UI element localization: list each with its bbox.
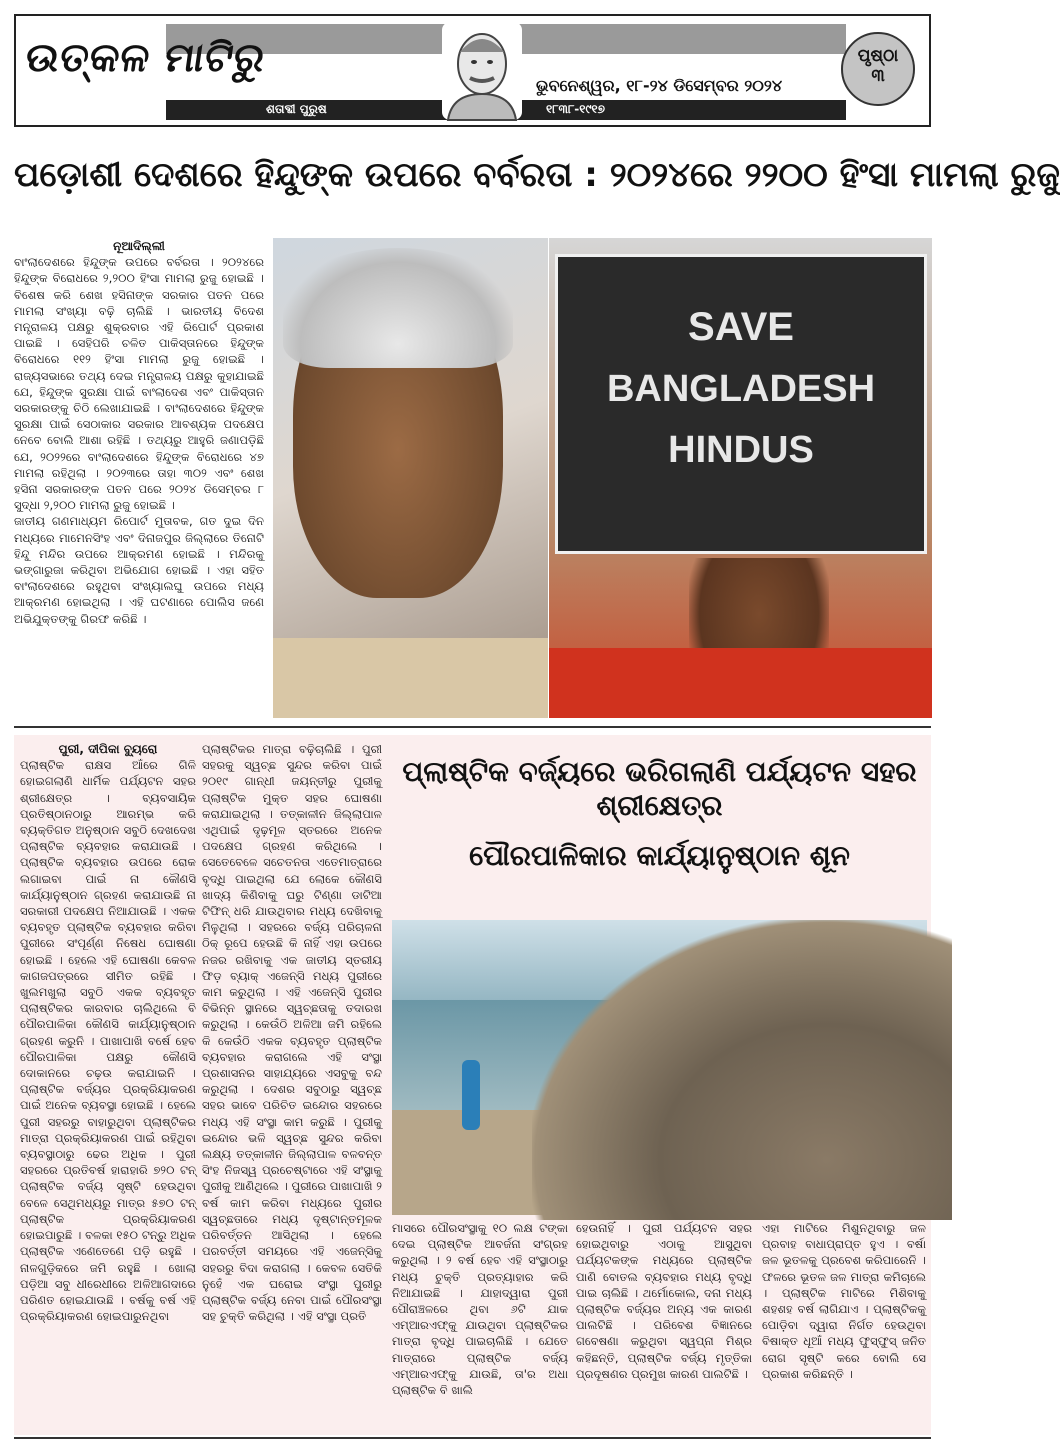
sign-line: SAVE xyxy=(688,305,794,349)
red-shirt xyxy=(549,648,932,718)
page-badge xyxy=(841,32,915,106)
story2-headline-line2: ପୌରପାଳିକାର କାର୍ଯ୍ୟାନୁଷ୍ଠାନ ଶୂନ xyxy=(469,839,850,872)
section-divider xyxy=(14,726,931,728)
footer-rule xyxy=(14,1437,931,1439)
place-date: ଭୁବନେଶ୍ୱର, ୧୮-୨୪ ଡିସେମ୍ବର ୨୦୨୪ xyxy=(536,76,783,95)
story1-dateline: ନୂଆଦିଲ୍ଲୀ xyxy=(113,239,165,253)
hair-shape xyxy=(283,248,513,368)
century-label: ଶତାବ୍ଦୀ ପୁରୁଷ xyxy=(266,102,327,116)
story2-byline: ପୁରୀ, ଦୀପିକା ବ୍ୟୁରୋ xyxy=(58,742,158,756)
story2-text: ପ୍ଲାଷ୍ଟିକ ରାକ୍ଷସ ଆଁରେ ଗିଳି ହୋଇଗଲାଣି ଧାର୍ମିକ ପର୍ଯ୍ୟଟନ ସହର ଶ୍ରୀକ୍ଷେତ୍ର । ବ୍ୟବସାୟିକ ପ୍ରତିଷ୍ଠାନଠାରୁ ଆରମ୍ଭ କରି ବ୍ୟକ୍ତିଗତ ଅନୁଷ୍ଠାନ ସବୁଠି ଦେଖଦେଖ ପ୍ଲାଷ୍ଟିକ ବ୍ୟବହାର କରାଯାଉଛି । ପ୍ଲାଷ୍ଟିକ ବ୍ୟବହାର ଉପରେ ରୋକ ଲଗାଇବା ପାଇଁ ନା କୌଣସି କାର୍ଯ୍ୟାନୁଷ୍ଠାନ ଗ୍ରହଣ କରାଯାଉଛି ନା ସରକାରୀ ପଦକ୍ଷେପ ନିଆଯାଉଛି । ଏକକ ବ୍ୟବହୃତ ପ୍ଲାଷ୍ଟିକ ବ୍ୟବହାର କରିବା ପୁରୀରେ ସଂପୂର୍ଣ୍ଣ ନିଷେଧ ଘୋଷଣା ହୋଇଛି । ହେଲେ ଏହି ଘୋଷଣା କେବଳ କାଗଜପତ୍ରରେ ସୀମିତ ରହିଛି । ଖୁଲମଖୁଲା ସବୁଠି ଏକକ ବ୍ୟବହୃତ ପ୍ଲାଷ୍ଟିକର କାରବାର ଚାଲିଥିଲେ ବି ପୌରପାଳିକା କୌଣସି କାର୍ଯ୍ୟାନୁଷ୍ଠାନ ଗ୍ରହଣ କରୁନି । ପାଖାପାଖି ବର୍ଷେ ହେବ ପୌରପାଳିକା ପକ୍ଷରୁ କୌଣସି ଦୋକାନରେ ଚଢ଼ଉ କରାଯାଇନି । ପ୍ଲାଷ୍ଟିକ ବର୍ଜ୍ୟର ପ୍ରକ୍ରିୟାକରଣ ପାଇଁ ଅନେକ ବ୍ୟବସ୍ଥା ହୋଇଛି । ହେଲେ ପୁରୀ ସହରରୁ ବାହାରୁଥିବା ପ୍ଲାଷ୍ଟିକର ମାତ୍ରା ପ୍ରକ୍ରିୟାକରଣ ପାଇଁ ରହିଥିବା ବ୍ୟବସ୍ଥାଠାରୁ ଢେର ଅଧିକ । ପୁରୀ ସହରରେ ପ୍ରତିବର୍ଷ ହାରାହାରି ୭୨୦ ଟନ୍ ପ୍ଲାଷ୍ଟିକ ବର୍ଜ୍ୟ ସୃଷ୍ଟି ହେଉଥିବା ବେଳେ ସେଥିମଧ୍ୟରୁ ମାତ୍ର ୫୭୦ ଟନ୍ ପ୍ଲାଷ୍ଟିକ ପ୍ରକ୍ରିୟାକରଣ ହୋଇପାରୁଛି । ବଳକା ୧୫୦ ଟନ୍‌ରୁ ଅଧିକ ପ୍ଲାଷ୍ଟିକ ଏଣେତେଣେ ପଡ଼ି ରହୁଛି । ନାଳଗୁଡ଼ିକରେ ଜମି ରହୁଛି । ଖୋଲା ପଡ଼ିଆ ସବୁ ଧୀରେଧୀରେ ଅଳିଆଗଦାରେ ପରିଣତ ହୋଇଯାଉଛି । ବର୍ଷକୁ ବର୍ଷ ଏହି ପ୍ରକ୍ରିୟାକରଣ ହୋଇପାରୁନଥିବା xyxy=(20,758,196,1324)
year-span: ୧୮୩୮-୧୯୧୭ xyxy=(546,102,606,116)
shirt-shape xyxy=(273,638,548,718)
story2-column-3: ମାସରେ ପୌରସଂସ୍ଥାକୁ ୧୦ ଲକ୍ଷ ଟଙ୍କା ଦେଇ ପ୍ଲାଷ୍ଟିକ ଆବର୍ଜନା ସଂଗ୍ରହ କରୁଥିଲା । ୨ ବର୍ଷ ହେବ ଏହି ସଂସ୍ଥାଠାରୁ ମଧ୍ୟ ଚୁକ୍ତି ପ୍ରତ୍ୟାହାର କରି ନିଆଯାଇଛି । ଯାହାଦ୍ୱାରା ପୁରୀ ପୌରାଞ୍ଚଳରେ ଥିବା ୬ଟି ଯାକ ଏମ୍‌ଆରଏଫ୍‌କୁ ଯାଉଥିବା ପ୍ଲାଷ୍ଟିକର ମାତ୍ରା ବୃଦ୍ଧି ପାଇଚାଲିଛି । ଯେତେ ମାତ୍ରାରେ ପ୍ଲାଷ୍ଟିକ ବର୍ଜ୍ୟ ଏମ୍‌ଆରଏଫ୍‌କୁ ଯାଉଛି, ତା'ର ଅଧା ପ୍ଲାଷ୍ଟିକ ବି ଖାଲି xyxy=(392,1221,568,1398)
walking-person-shape xyxy=(462,1060,480,1130)
newspaper-logo: ଉତ୍କଳ ମାଟିରୁ xyxy=(22,34,269,81)
story1-body xyxy=(14,238,264,718)
protest-photo xyxy=(549,238,932,716)
garbage-pile-shape xyxy=(532,920,952,1220)
story2-column-1 xyxy=(20,741,196,1426)
portrait-icon xyxy=(442,22,522,120)
story2-column-5: ଏହା ମାଟିରେ ମିଶୁନଥିବାରୁ ଜଳ ପ୍ରବାହ ବାଧାପ୍ରାପ୍ତ ହୁଏ । ବର୍ଷା ଜଳ ଭୂତଳକୁ ପ୍ରବେଶ କରିପାରେନି । ଫଳରେ ଭୂତଳ ଜଳ ମାତ୍ରା କମିଚାଲେ । ପ୍ଲାଷ୍ଟିକ ମାଟିରେ ମିଶିବାକୁ ଶହଶହ ବର୍ଷ ଲାଗିଯାଏ । ପ୍ଲାଷ୍ଟିକକୁ ପୋଡ଼ିବା ଦ୍ୱାରା ନିର୍ଗତ ହେଉଥିବା ବିଷାକ୍ତ ଧୂଆଁ ମଧ୍ୟ ଫୁସ୍‌ଫୁସ୍ ଜନିତ ରୋଗ ସୃଷ୍ଟି କରେ ବୋଲି ସେ ପ୍ରକାଶ କରିଛନ୍ତି । xyxy=(762,1221,926,1381)
story1-headline: ପଡ଼ୋଶୀ ଦେଶରେ ହିନ୍ଦୁଙ୍କ ଉପରେ ବର୍ବରତା : ୨୦୨୪ରେ ୨୨୦୦ ହିଂସା ମାମଲା ରୁଜୁ xyxy=(14,155,1060,195)
page-label: ପୃଷ୍ଠା xyxy=(857,46,899,66)
story1-paragraph: ଜାତୀୟ ଗଣମାଧ୍ୟମ ରିପୋର୍ଟ ମୁତାବକ, ଗତ ଦୁଇ ଦିନ ମଧ୍ୟରେ ମାମେନସିଂହ ଏବଂ ଦିନାଜପୁର ଜିଲ୍ଲାରେ ତିନୋଟି ହିନ୍ଦୁ ମନ୍ଦିର ଉପରେ ଆକ୍ରମଣ ହୋଇଛି । ମନ୍ଦିରକୁ ଭଙ୍ଗାରୁଜା କରିଥିବା ଅଭିଯୋଗ ହୋଇଛି । ଏହା ସହିତ ବାଂଲାଦେଶରେ ରହୁଥିବା ସଂଖ୍ୟାଲଘୁ ଉପରେ ମଧ୍ୟ ଆକ୍ରମଣ ହୋଇଥିଲା । ଏହି ଘଟଣାରେ ପୋଲିସ ଜଣେ ଅଭିଯୁକ୍ତଙ୍କୁ ଗିରଫ କରିଛି । xyxy=(14,514,264,626)
story2-column-2: ପ୍ଲାଷ୍ଟିକର ମାତ୍ରା ବଢ଼ିଚାଲିଛି । ପୁରୀ ସହରକୁ ସ୍ୱଚ୍ଛ ସୁନ୍ଦର କରିବା ପାଇଁ ୨୦୧୯ ଗାନ୍ଧୀ ଜୟନ୍ତୀରୁ ପୁରୀକୁ ପ୍ଲାଷ୍ଟିକ ମୁକ୍ତ ସହର ଘୋଷଣା କରାଯାଇଥିଲା । ତତ୍କାଳୀନ ଜିଲ୍ଲାପାଳ ଏଥିପାଇଁ ଦୃଢ଼ମୂଳ ସ୍ତରରେ ଅନେକ ପଦକ୍ଷେପ ଗ୍ରହଣ କରିଥିଲେ । ସେତେବେଳେ ସଚେତନତା ଏତେମାତ୍ରାରେ ବୃଦ୍ଧି ପାଇଥିଲା ଯେ ଲୋକେ କୌଣସି ଖାଦ୍ୟ କିଣିବାକୁ ଘରୁ ଟିଣ୍ଣା ଡାଟିଆ ଟିଫିନ୍ ଧରି ଯାଉଥିବାର ମଧ୍ୟ ଦେଖିବାକୁ ମିଳୁଥିଲା । ସହରରେ ବର୍ଜ୍ୟ ପରିଚାଳନା ଠିକ୍ ରୂପେ ହେଉଛି କି ନାହିଁ ଏହା ଉପରେ ନଜର ରଖିବାକୁ ଏକ ଜାତୀୟ ସ୍ତରୀୟ ଫିଡ଼ ବ୍ୟାକ୍ ଏଜେନ୍ସି ମଧ୍ୟ ପୁରୀରେ କାମ କରୁଥିଲା । ଏହି ଏଜେନ୍ସି ପୁରୀର ବିଭିନ୍ନ ସ୍ଥାନରେ ସ୍ୱଚ୍ଛତାକୁ ତଦାରଖ କରୁଥିଲା । କେଉଁଠି ଅଳିଆ ଜମି ରହିଲେ କି କେଉଁଠି ଏକକ ବ୍ୟବହୃତ ପ୍ଲାଷ୍ଟିକ ବ୍ୟବହାର କରାଗଲେ ଏହି ସଂସ୍ଥା ପ୍ରଶାସନର ସାହାଯ୍ୟରେ ଏସବୁକୁ ବନ୍ଦ କରୁଥିଲା । ଦେଶର ସବୁଠାରୁ ସ୍ୱଚ୍ଛ ସହର ଭାବେ ପରିଚିତ ଇନ୍ଦୋର ସହରରେ ମଧ୍ୟ ଏହି ସଂସ୍ଥା କାମ କରୁଛି । ପୁରୀକୁ ଇନ୍ଦୋର ଭଳି ସ୍ୱଚ୍ଛ ସୁନ୍ଦର କରିବା ଲକ୍ଷ୍ୟ ତତ୍କାଳୀନ ଜିଲ୍ଲାପାଳ ବଳବନ୍ତ ସିଂହ ନିଜସ୍ୱ ପ୍ରଚେଷ୍ଟାରେ ଏହି ସଂସ୍ଥାକୁ ପୁରୀକୁ ଆଣିଥିଲେ । ପୁରୀରେ ପାଖାପାଖି ୨ ବର୍ଷ କାମ କରିବା ମଧ୍ୟରେ ପୁରୀର ସ୍ୱଚ୍ଛତାରେ ମଧ୍ୟ ଦୃଷ୍ଟାନ୍ତମୂଳକ ପରିବର୍ତ୍ତନ ଆସିଥିଲା । ହେଲେ ପରବର୍ତ୍ତୀ ସମୟରେ ଏହି ଏଜେନ୍ସିକୁ ସହରରୁ ବିଦା କରାଗଲା । କେବଳ ସେତିକି ନୁହେଁ ଏକ ଘରୋଇ ସଂସ୍ଥା ପୁରୀରୁ ପ୍ଲାଷ୍ଟିକ ବର୍ଜ୍ୟ ନେବା ପାଇଁ ପୌରସଂସ୍ଥା ସହ ଚୁକ୍ତି କରିଥିଲା । ଏହି ସଂସ୍ଥା ପ୍ରତି xyxy=(202,742,382,1324)
masthead xyxy=(14,14,931,127)
sign-line: BANGLADESH xyxy=(606,368,876,410)
sign-line: HINDUS xyxy=(668,429,814,471)
story2-box xyxy=(14,735,931,1435)
story2-column-4: ହେଉନାହିଁ । ପୁରୀ ପର୍ଯ୍ୟଟନ ସହର ହୋଇଥିବାରୁ ଏଠାକୁ ଆସୁଥିବା ପର୍ଯ୍ୟଟକଙ୍କ ମଧ୍ୟରେ ପ୍ଲାଷ୍ଟିକ ପାଣି ବୋତଲ ବ୍ୟବହାର ମଧ୍ୟ ବୃଦ୍ଧି ପାଇ ଚାଲିଛି । ଥର୍ମୋକୋଲ, ଦନା ମଧ୍ୟ ପ୍ଲାଷ୍ଟିକ ବର୍ଜ୍ୟର ଅନ୍ୟ ଏକ କାରଣ ପାଲଟିଛି । ପରିବେଶ ବିଜ୍ଞାନରେ ଗବେଷଣା କରୁଥିବା ସ୍ୱପ୍ନା ମିଶ୍ର କହିଛନ୍ତି, ପ୍ଲାଷ୍ଟିକ ବର୍ଜ୍ୟ ମୃତ୍ତିକା ପ୍ରଦୂଷଣର ପ୍ରମୁଖ କାରଣ ପାଲଟିଛି । xyxy=(576,1221,752,1381)
story1-paragraph: ବାଂଲାଦେଶରେ ହିନ୍ଦୁଙ୍କ ଉପରେ ବର୍ବରତା । ୨୦୨୪ରେ ହିନ୍ଦୁଙ୍କ ବିରୋଧରେ ୨,୨୦୦ ହିଂସା ମାମଲା ରୁଜୁ ହୋଇଛି । ବିଶେଷ କରି ଶେଖ ହସିନାଙ୍କ ସରକାର ପତନ ପରେ ମାମଲା ସଂଖ୍ୟା ବଢ଼ି ଚାଲିଛି । ଭାରତୀୟ ବିଦେଶ ମନ୍ତ୍ରାଳୟ ପକ୍ଷରୁ ଶୁକ୍ରବାର ଏହି ରିପୋର୍ଟ ପ୍ରକାଶ ପାଇଛି । ସେହିପରି ଚଳିତ ପାକିସ୍ତାନରେ ହିନ୍ଦୁଙ୍କ ବିରୋଧରେ ୧୧୨ ହିଂସା ମାମଲା ରୁଜୁ ହୋଇଛି । ରାଜ୍ୟସଭାରେ ତଥ୍ୟ ଦେଇ ମନ୍ତ୍ରାଳୟ ପକ୍ଷରୁ କୁହାଯାଇଛି ଯେ, ହିନ୍ଦୁଙ୍କ ସୁରକ୍ଷା ପାଇଁ ବାଂଲାଦେଶ ଏବଂ ପାକିସ୍ତାନ ସରକାରଙ୍କୁ ଚିଠି ଲେଖାଯାଇଛି । ବାଂଲାଦେଶରେ ହିନ୍ଦୁଙ୍କ ସୁରକ୍ଷା ପାଇଁ ସେଠାକାର ସରକାର ଆବଶ୍ୟକ ପଦକ୍ଷେପ ନେବେ ବୋଲି ଆଶା ରହିଛି । ତଥ୍ୟରୁ ଆହୁରି ଜଣାପଡ଼ିଛି ଯେ, ୨୦୨୨ରେ ବାଂଲାଦେଶରେ ହିନ୍ଦୁଙ୍କ ବିରୋଧରେ ୪୭ ମାମଲା ରହିଥିଲା । ୨୦୨୩ରେ ତାହା ୩୦୨ ଏବଂ ଶେଖ ହସିନା ସରକାରଙ୍କ ପତନ ପରେ ୨୦୨୪ ଡିସେମ୍ବର ୮ ସୁଦ୍ଧା ୨,୨୦୦ ମାମଲା ରୁଜୁ ହୋଇଛି । xyxy=(14,255,264,513)
yunus-photo xyxy=(273,238,548,716)
story2-headline-line1: ପ୍ଲାଷ୍ଟିକ ବର୍ଜ୍ୟରେ ଭରିଗଲାଣି ପର୍ଯ୍ୟଟନ ସହର ଶ୍ରୀକ୍ଷେତ୍ର xyxy=(402,755,917,822)
protest-sign xyxy=(555,254,927,554)
portrait-image xyxy=(442,22,522,120)
beach-garbage-photo xyxy=(392,920,927,1215)
page-number: ୩ xyxy=(871,66,885,86)
